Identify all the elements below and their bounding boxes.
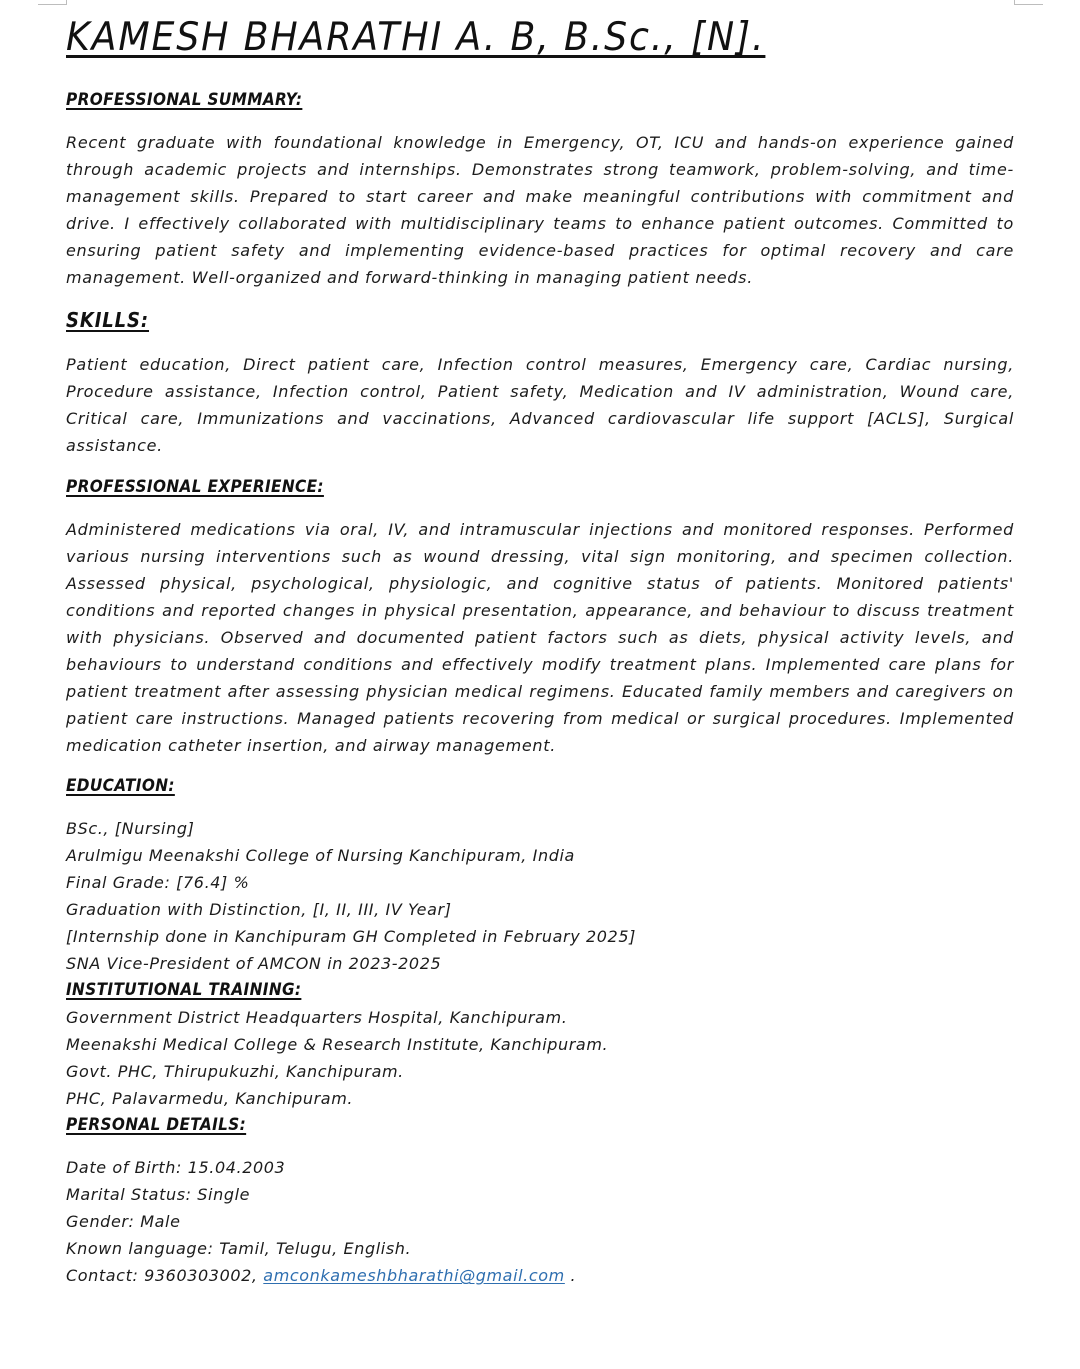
skills-body: [66, 351, 1014, 459]
personal-body: [66, 1154, 1014, 1289]
section-personal-details: [66, 1114, 1014, 1136]
skills-text: Patient education, Direct patient care, Infection control measures, Emergency care, Cardiac nursing, Procedure assistance, Infection control, Patient safety, Medication and IV administration, Wound care, Critical care, Immunizations and vaccinations, Advanced cardiovascular life support [ACLS], Surgical assistance.: [66, 355, 1014, 455]
section-heading-education: EDUCATION:: [66, 776, 175, 796]
marital-status: Marital Status: Single: [66, 1185, 251, 1204]
education-distinction: Graduation with Distinction, [I, II, III, IV Year]: [66, 900, 452, 919]
section-skills: [66, 309, 1014, 331]
training-list: [66, 1004, 1014, 1112]
education-internship: [Internship done in Kanchipuram GH Completed in February 2025]: [66, 927, 636, 946]
contact-phone: Contact: 9360303002,: [66, 1266, 264, 1285]
summary-body: [66, 129, 1014, 291]
experience-text: Administered medications via oral, IV, and intramuscular injections and monitored responses. Performed various nursing interventions such as wound dressing, vital sign monitoring, and specimen collection. Assessed physical, psychological, physiologic, and cognitive status of patients. Monitored patients' conditions and reported changes in physical presentation, appearance, and behaviour to discuss treatment with physicians. Observed and documented patient factors such as diets, physical activity levels, and behaviours to understand conditions and effectively modify treatment plans. Implemented care plans for patient treatment after assessing physician medical regimens. Educated family members and caregivers on patient care instructions. Managed patients recovering from medical or surgical procedures. Implemented medication catheter insertion, and airway management.: [66, 520, 1014, 755]
education-degree: BSc., [Nursing]: [66, 819, 195, 838]
known-languages: Known language: Tamil, Telugu, English.: [66, 1239, 412, 1258]
section-heading-personal: PERSONAL DETAILS:: [66, 1115, 247, 1135]
gender: Gender: Male: [66, 1212, 181, 1231]
education-grade: Final Grade: [76.4] %: [66, 873, 250, 892]
education-list: [66, 815, 1014, 977]
training-item: Govt. PHC, Thirupukuzhi, Kanchipuram.: [66, 1062, 404, 1081]
experience-body: [66, 516, 1014, 759]
contact-line: [66, 1262, 1014, 1289]
section-education: [66, 775, 1014, 797]
resume-header: [66, 0, 1014, 62]
training-item: PHC, Palavarmedu, Kanchipuram.: [66, 1089, 354, 1108]
summary-text: Recent graduate with foundational knowledge in Emergency, OT, ICU and hands-on experience gained through academic projects and internships. Demonstrates strong teamwork, problem-solving, and time-management skills. Prepared to start career and make meaningful contributions with commitment and drive. I effectively collaborated with multidisciplinary teams to enhance patient outcomes. Committed to ensuring patient safety and implementing evidence-based practices for optimal recovery and care management. Well-organized and forward-thinking in managing patient needs.: [66, 133, 1014, 287]
education-body: [66, 815, 1014, 977]
candidate-name: KAMESH BHARATHI A. B, B.Sc., [N].: [66, 15, 766, 60]
section-heading-summary: PROFESSIONAL SUMMARY:: [66, 90, 303, 110]
training-item: Government District Headquarters Hospital, Kanchipuram.: [66, 1008, 568, 1027]
section-heading-skills: SKILLS:: [66, 308, 150, 332]
section-professional-summary: [66, 89, 1014, 111]
page-corner-mark-left: [38, 0, 67, 5]
personal-details-list: [66, 1154, 1014, 1289]
education-sna-role: SNA Vice-President of AMCON in 2023-2025: [66, 954, 442, 973]
email-link[interactable]: amconkameshbharathi@gmail.com: [263, 1266, 565, 1285]
section-heading-training: INSTITUTIONAL TRAINING:: [66, 980, 302, 1000]
section-institutional-training: [66, 979, 1014, 1001]
page-corner-mark-right: [1014, 0, 1043, 5]
contact-suffix: .: [564, 1266, 577, 1285]
section-professional-experience: [66, 476, 1014, 498]
date-of-birth: Date of Birth: 15.04.2003: [66, 1158, 286, 1177]
section-heading-experience: PROFESSIONAL EXPERIENCE:: [66, 477, 324, 497]
training-item: Meenakshi Medical College & Research Institute, Kanchipuram.: [66, 1035, 609, 1054]
education-college: Arulmigu Meenakshi College of Nursing Kanchipuram, India: [66, 846, 575, 865]
training-body: [66, 1004, 1014, 1112]
